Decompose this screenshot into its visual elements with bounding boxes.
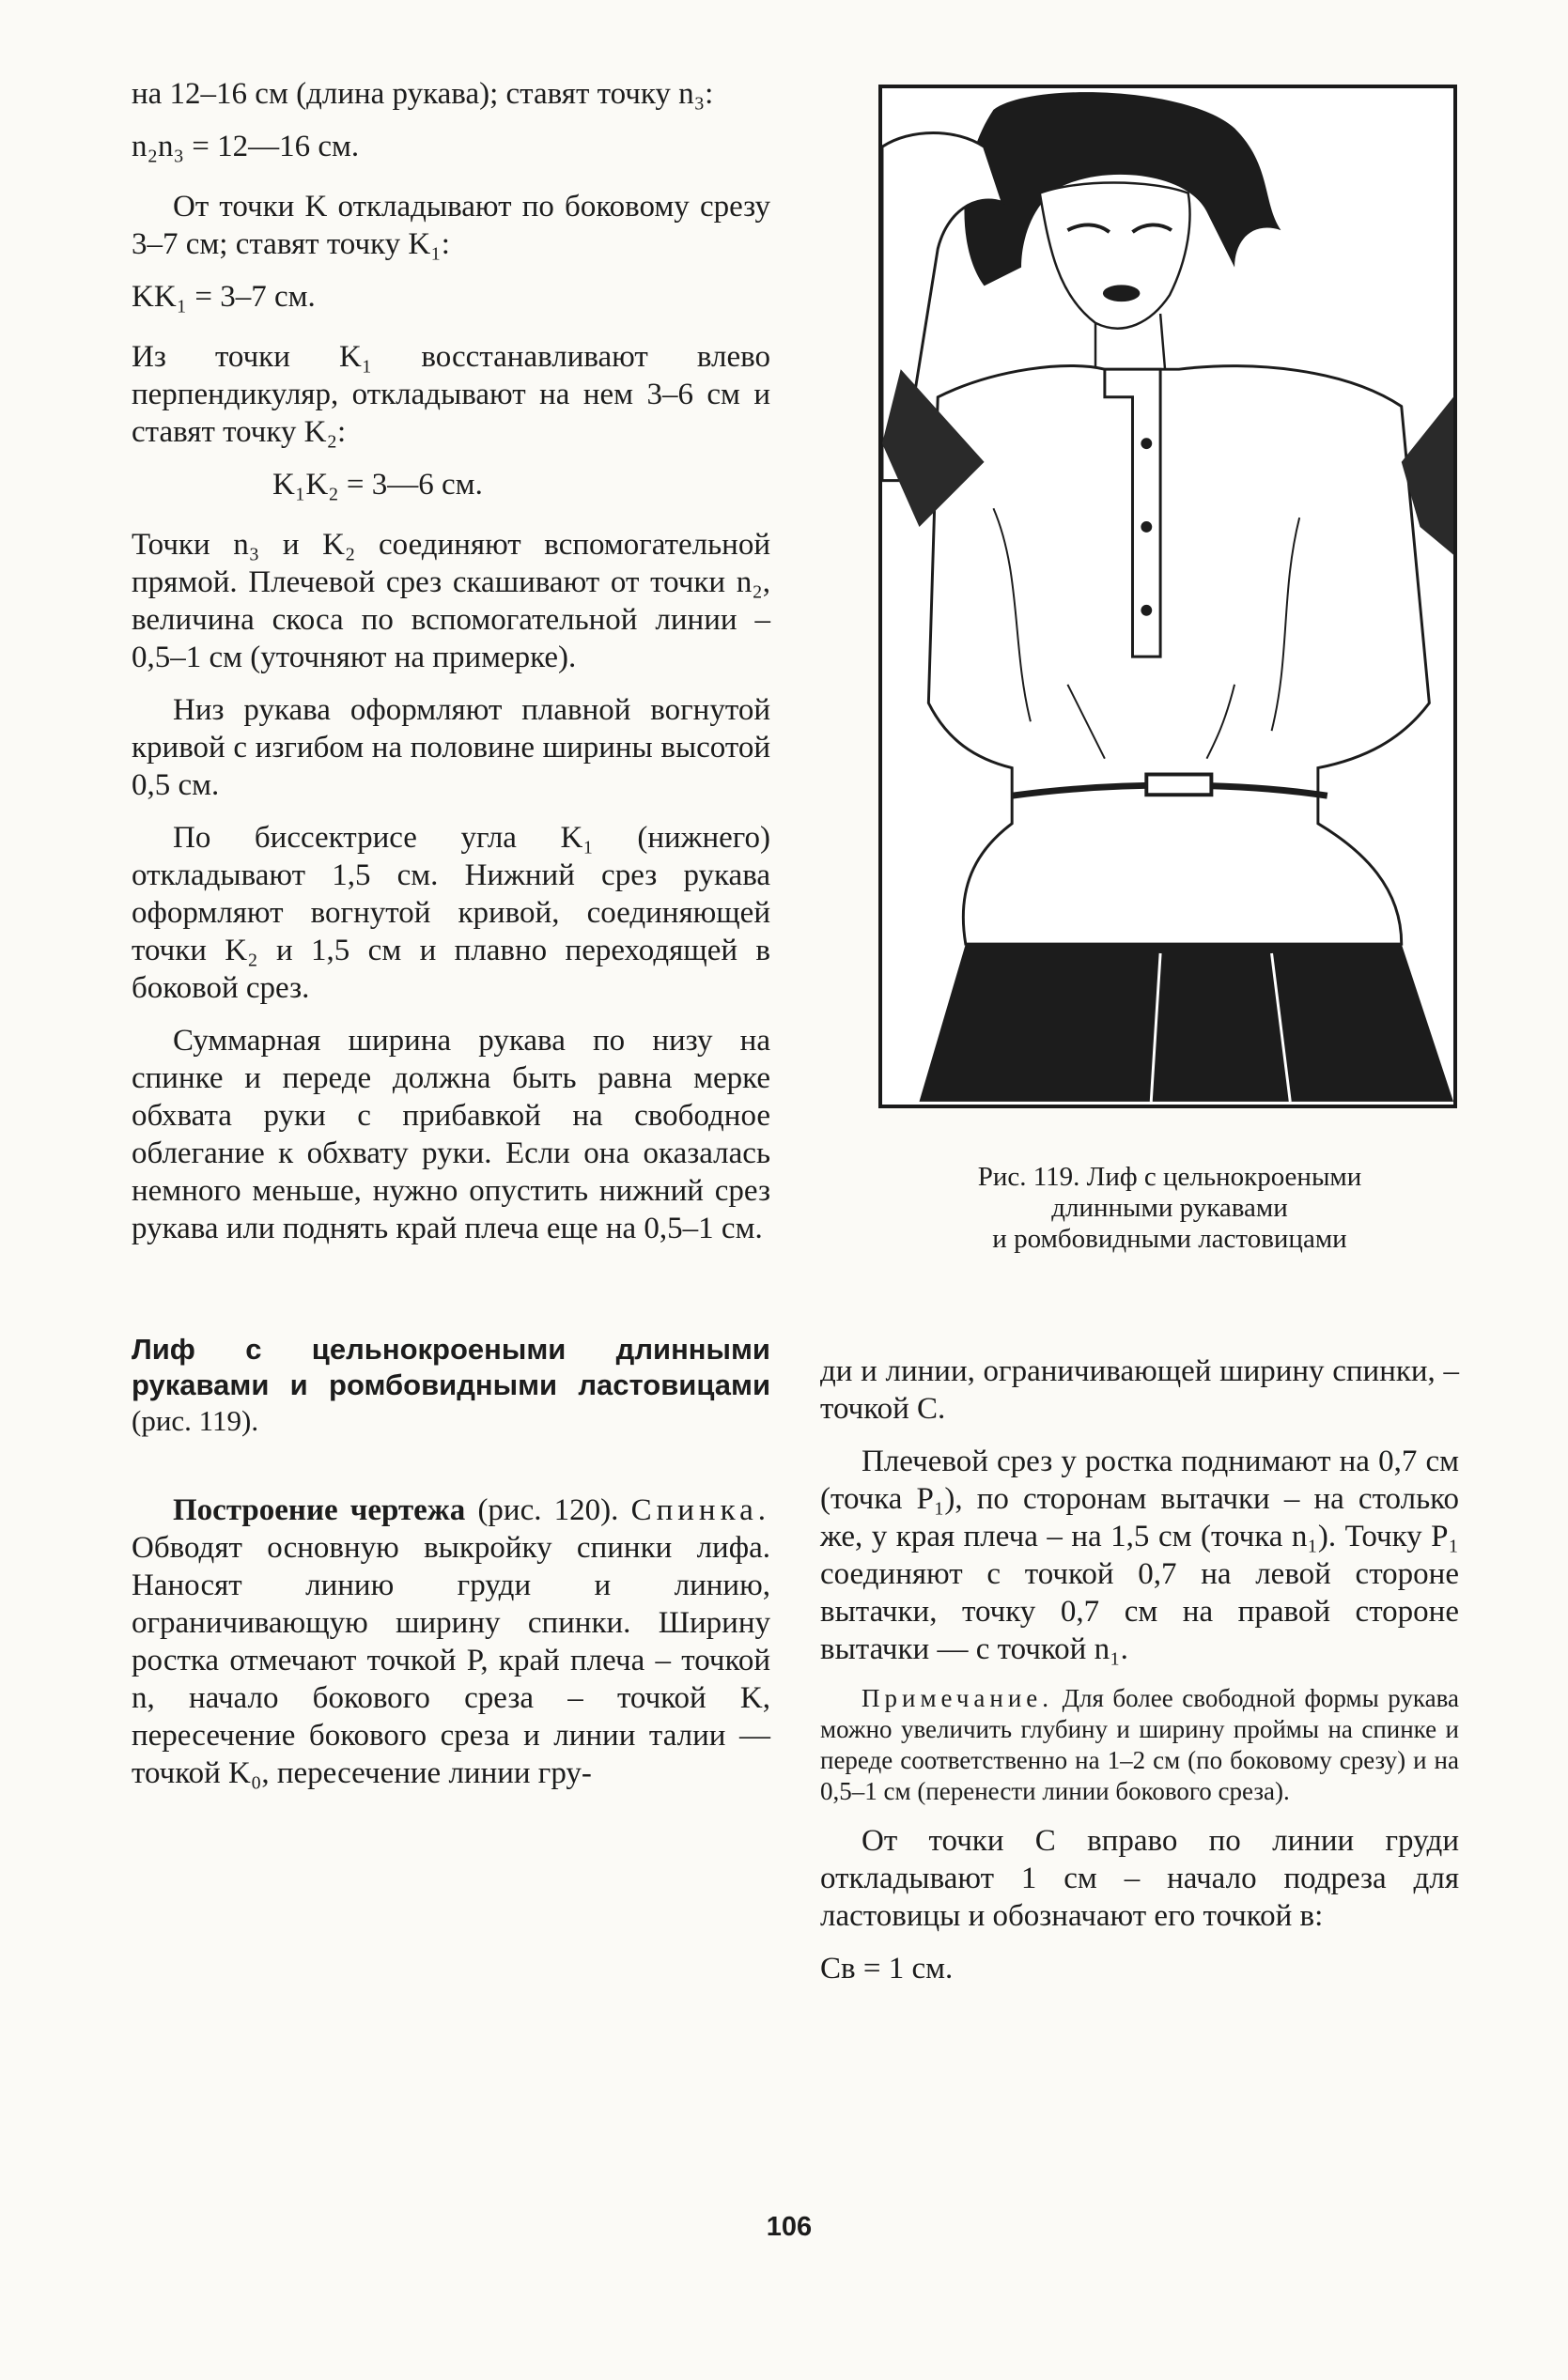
paragraph: Точки n₃ и K₂ соединяют вспомогательной прямой. Плечевой срез скашивают от точки n₂, величина скоса по вспомогательной линии – 0,5–1 см (уточняют на примерке). (132, 528, 770, 674)
face (1040, 183, 1190, 329)
note-paragraph (820, 1683, 1459, 1807)
caption-line: и ромбовидными ластовицами (992, 1224, 1347, 1254)
button (1141, 438, 1152, 449)
left-column (132, 75, 770, 1807)
figure-119-illustration (878, 85, 1457, 1108)
build-title: Построение чертежа (173, 1493, 466, 1527)
build-ref: (рис. 120). (477, 1493, 619, 1527)
paragraph: От точки K откладывают по боковому срезу 3–7 см; ставят точку K₁: (132, 190, 770, 261)
paragraph-text: Обводят основную выкройку спинки лифа. Наносят линию груди и линию, ограничивающую ширину спинки. Ширину ростка отмечают точкой P, край плеча – точкой n, начало бокового среза – точкой K, пересечение бокового среза и линии талии — точкой K₀, пересечение линии гру- (132, 1531, 770, 1790)
section-heading (132, 1332, 770, 1439)
note-label: Примечание. (862, 1684, 1054, 1712)
belt-buckle (1146, 775, 1211, 796)
figure-caption (864, 1162, 1475, 1255)
caption-line: Рис. 119. Лиф с цельнокроеными (977, 1162, 1362, 1192)
spinka-label: Спинка. (630, 1493, 771, 1527)
skirt (919, 944, 1453, 1102)
lips (1103, 285, 1140, 301)
blouse-drawing (882, 88, 1453, 1105)
blouse-body (928, 365, 1429, 944)
paragraph: Низ рукава оформляют плавной вогнутой кривой с изгибом на половине ширины высотой 0,5 см. (132, 693, 770, 802)
paragraph: Суммарная ширина рукава по низу на спинке и переде должна быть равна мерке обхвата руки с прибавкой на свободное облегание к обхвату руки. Если она оказалась немного меньше, нужно опустить нижний срез рукава или поднять край плеча еще на 0,5–1 см. (132, 1024, 770, 1245)
formula: K₁K₂ = 3—6 см. (272, 468, 483, 502)
right-column (820, 1352, 1459, 2010)
paragraph: ди и линии, ограничивающей ширину спинки, – точкой C. (820, 1354, 1459, 1426)
note-text: Для более свободной формы рукава можно увеличить глубину и ширину проймы на спинке и переде соответственно на 1–2 см (по боковому срезу) и на 0,5–1 см (перенести линии бокового среза). (820, 1684, 1459, 1805)
formula: n₂n₃ = 12—16 см. (132, 130, 360, 163)
paragraph: на 12–16 см (длина рукава); ставят точку n₃: (132, 77, 714, 111)
section-heading-text: Лиф с цельнокроеными длинными рукавами и ромбовидными ластовицами (132, 1333, 770, 1401)
paragraph: От точки C вправо по линии груди откладывают 1 см – начало подреза для ластовицы и обозначают его точкой в: (820, 1824, 1459, 1933)
paragraph: Из точки K₁ восстанавливают влево перпендикуляр, откладывают на нем 3–6 см и ставят точку K₂: (132, 340, 770, 449)
paragraph (132, 1491, 770, 1792)
button (1141, 605, 1152, 616)
formula: KK₁ = 3–7 см. (132, 280, 316, 314)
paragraph: Плечевой срез у ростка поднимают на 0,7 см (точка P₁), по сторонам вытачки – на столько же, у края плеча – на 1,5 см (точка n₁). Точку P₁ соединяют с точкой 0,7 на левой стороне вытачки, точку 0,7 см на правой стороне вытачки — с точкой n₁. (820, 1445, 1459, 1666)
caption-line: длинными рукавами (1051, 1193, 1288, 1223)
formula: Cв = 1 см. (820, 1952, 954, 1986)
button (1141, 521, 1152, 533)
section-heading-ref: (рис. 119). (132, 1404, 259, 1437)
paragraph: По биссектрисе угла K₁ (нижнего) откладывают 1,5 см. Нижний срез рукава оформляют вогнутой кривой, соединяющей точки K₂ и 1,5 см и плавно переходящей в боковой срез. (132, 821, 770, 1005)
page-number: 106 (766, 2212, 813, 2242)
